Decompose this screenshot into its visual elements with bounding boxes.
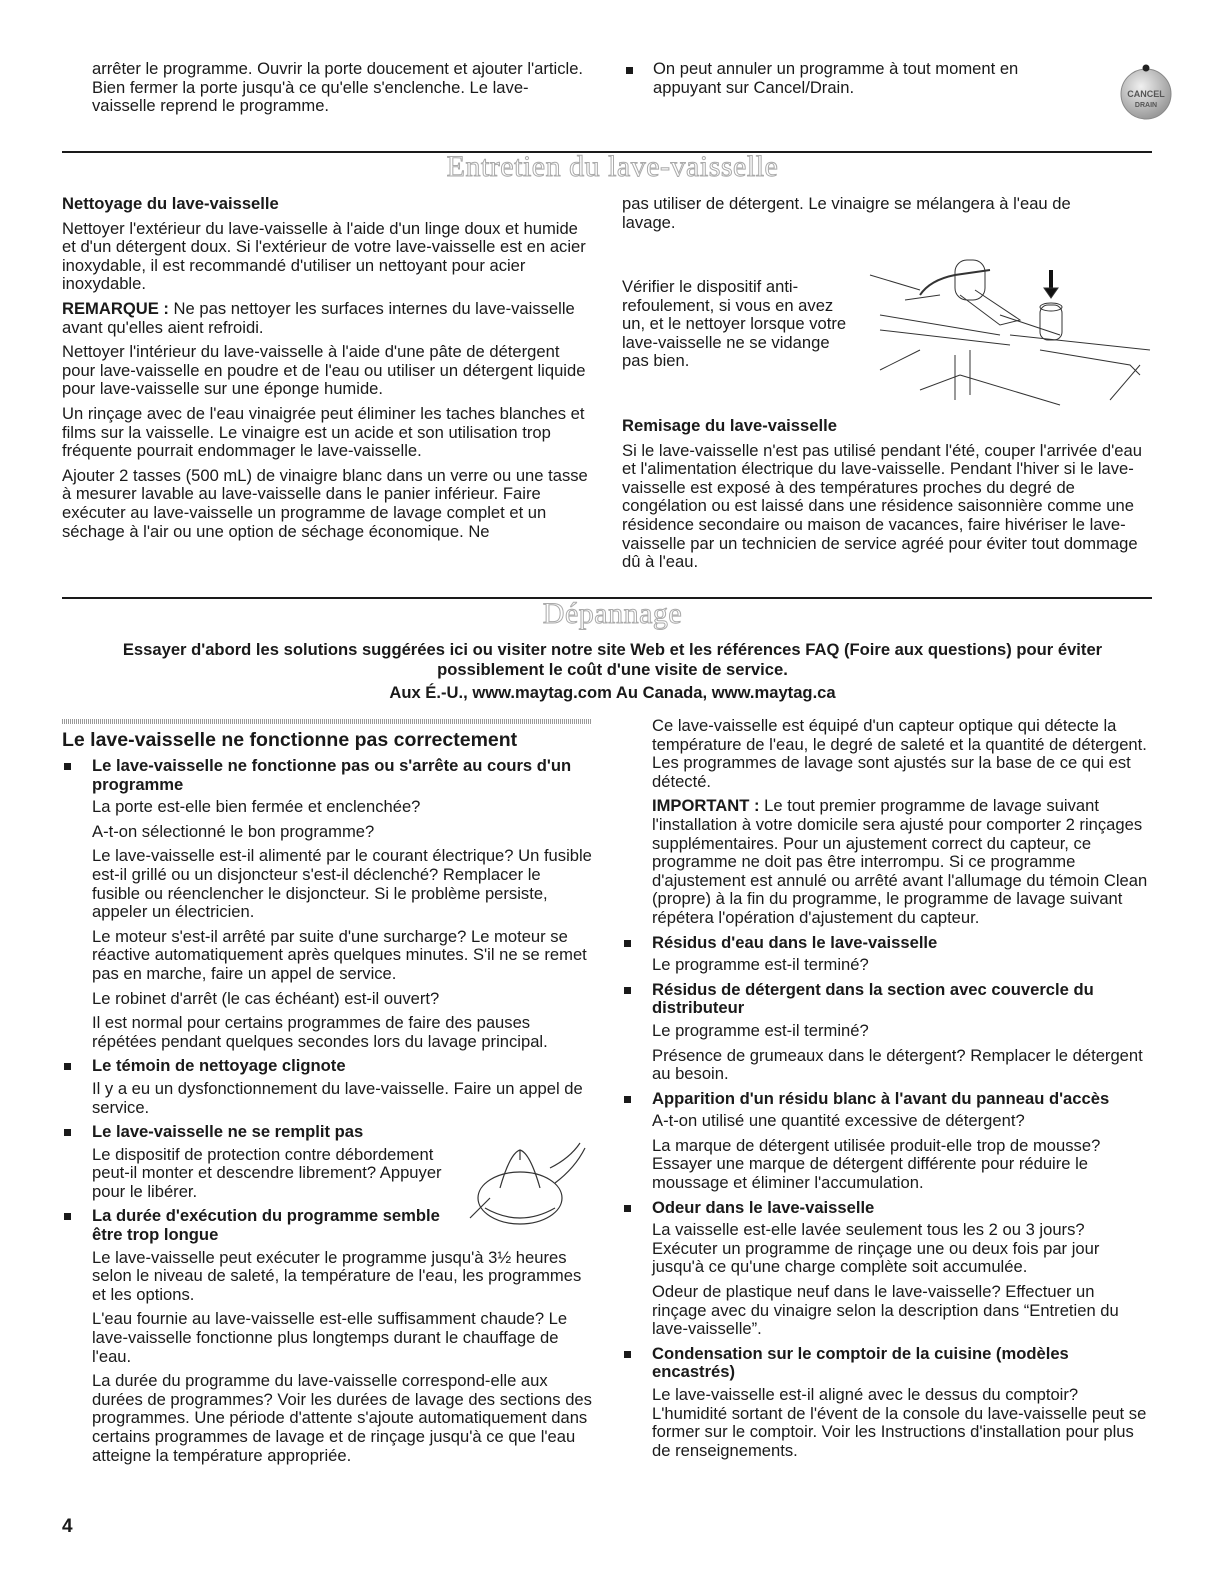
cancel-label: CANCEL: [1127, 89, 1165, 99]
item-title: La durée d'exécution du programme semble être trop longue: [92, 1206, 440, 1245]
item-text: Il y a eu un dysfonctionnement du lave-vaisselle. Faire un appel de service.: [92, 1078, 583, 1117]
intro-line: Essayer d'abord les solutions suggérées ici ou visiter notre site Web et les références FAQ (Foire aux questions) pour éviter: [122, 640, 1103, 659]
important-text: Le tout premier programme de lavage suivant l'installation à votre domicile sera ajusté pour comporter 2 rinçages supplémentaires. Pour un ajustement correct du capteur, ce programme ne doit pas être interrompu. Si ce programme d'ajustement est annulé ou arrêté avant l'allumage du témoin Clean (propre) à la fin du programme, le programme de lavage suivant répétera l'opération d'ajustement du capteur.: [652, 796, 1148, 927]
item-title: Apparition d'un résidu blanc à l'avant du panneau d'accès: [652, 1088, 1110, 1108]
paragraph: Nettoyer l'intérieur du lave-vaisselle à l'aide d'une pâte de détergent pour lave-vaisselle en poudre et de l'eau ou utiliser un détergent liquide pour lave-vaisselle sur une éponge humide.: [62, 342, 586, 399]
item-text: La marque de détergent utilisée produit-elle trop de mousse? Essayer une marque de détergent différente pour réduire le moussage et éliminer l'accumulation.: [652, 1135, 1101, 1193]
storage-block: [622, 417, 1152, 578]
trouble-item: [62, 1207, 592, 1465]
troubleshoot-left-column: [62, 757, 592, 1471]
trouble-item: [622, 1199, 1152, 1339]
hatch-bar: [62, 719, 592, 724]
bullet: [64, 763, 71, 770]
item-title: Résidus de détergent dans la section avec couvercle du distributeur: [652, 979, 1094, 1018]
item-title: Le lave-vaisselle ne se remplit pas: [92, 1122, 364, 1142]
item-text: Il est normal pour certains programmes de faire des pauses répétées pendant quelques secondes lors du lavage principal.: [92, 1013, 548, 1051]
paragraph: pas utiliser de détergent. Le vinaigre se mélangera à l'eau de lavage.: [622, 194, 1071, 232]
overflow-float-illustration: [460, 1138, 590, 1228]
item-text: A-t-on utilisé une quantité excessive de détergent?: [652, 1111, 1025, 1131]
item-text: Présence de grumeaux dans le détergent? Remplacer le détergent au besoin.: [652, 1045, 1143, 1084]
intro-urls: Aux É.-U., www.maytag.com Au Canada, www.maytag.ca: [389, 683, 836, 702]
page-number: 4: [62, 1516, 73, 1537]
storage-heading: Remisage du lave-vaisselle: [622, 416, 837, 435]
bullet: [624, 940, 631, 947]
trouble-item: [622, 934, 1152, 975]
item-text: La vaisselle est-elle lavée seulement tous les 2 ou 3 jours? Exécuter un programme de rinçage une ou deux fois par jour jusqu'à ce qu'une charge complète soit accumulée.: [652, 1220, 1100, 1277]
entretien-left-column: [62, 195, 592, 547]
paragraph: Vérifier le dispositif anti-refoulement, si vous en avez un, et le nettoyer lorsque votre lave-vaisselle ne se vidange pas bien.: [622, 277, 847, 371]
item-title: Le témoin de nettoyage clignote: [92, 1056, 346, 1076]
item-text: Odeur de plastique neuf dans le lave-vaisselle? Effectuer un rinçage avec du vinaigre selon la description dans “Entretien du lave-vaisselle”.: [652, 1282, 1119, 1339]
sink-faucet-illustration: [860, 240, 1160, 415]
top-left-text: arrêter le programme. Ouvrir la porte doucement et ajouter l'article. Bien fermer la porte jusqu'à ce qu'elle s'enclenche. Le lave-vaisselle reprend le programme.: [92, 59, 584, 116]
bullet: [624, 987, 631, 994]
bullet: [624, 1096, 631, 1103]
paragraph: Un rinçage avec de l'eau vinaigrée peut éliminer les taches blanches et films sur la vaisselle. Le vinaigre est un acide et son utilisation trop fréquente pourrait endommager le lave-vaisselle.: [62, 403, 585, 461]
bullet: [64, 1129, 71, 1136]
cleaning-heading: Nettoyage du lave-vaisselle: [62, 194, 279, 213]
trouble-item: [62, 757, 592, 1051]
item-text: Le robinet d'arrêt (le cas échéant) est-il ouvert?: [92, 988, 440, 1008]
intro-line: possiblement le coût d'une visite de service.: [437, 660, 788, 679]
trouble-item: [622, 1090, 1152, 1193]
note-text: Ne pas nettoyer les surfaces internes du lave-vaisselle avant qu'elles aient refroidi.: [62, 298, 575, 337]
paragraph: Si le lave-vaisselle n'est pas utilisé pendant l'été, couper l'arrivée d'eau et l'alimentation électrique du lave-vaisselle. Pendant l'hiver si le lave-vaisselle est exposé à des températures proches du degré de congélation ou est laissé dans une résidence saisonnière comme une résidence secondaire ou maison de vacances, faire hivériser le lave-vaisselle par un technicien de service agréé pour éviter tout dommage dû à l'eau.: [622, 440, 1142, 572]
important-paragraph: [652, 797, 1152, 927]
item-title: Condensation sur le comptoir de la cuisine (modèles encastrés): [652, 1343, 1069, 1382]
trouble-item: [62, 1057, 592, 1117]
bullet: [64, 1063, 71, 1070]
cancel-drain-button-icon: [1118, 64, 1174, 120]
bullet: [624, 1351, 631, 1358]
paragraph: Nettoyer l'extérieur du lave-vaisselle à l'aide d'un linge doux et humide et d'un détergent doux. Si l'extérieur de votre lave-vaisselle est en acier inoxydable, il est recommandé d'utiliser un nettoyant pour acier inoxydable.: [62, 218, 586, 294]
item-text: Le lave-vaisselle est-il alimenté par le courant électrique? Un fusible est-il grillé ou un disjoncteur s'est-il déclenché? Remplacer le fusible ou réenclencher le disjoncteur. Si le problème persiste, appeler un électricien.: [92, 846, 592, 922]
section-title-entretien: Entretien du lave-vaisselle: [446, 150, 779, 183]
drain-label: DRAIN: [1134, 102, 1158, 109]
item-text: A-t-on sélectionné le bon programme?: [92, 821, 375, 841]
item-text: Le lave-vaisselle est-il aligné avec le dessus du comptoir? L'humidité sortant de l'évent de la console du lave-vaisselle peut se former sur le comptoir. Voir les Instructions d'installation pour plus de renseignements.: [652, 1385, 1147, 1460]
paragraph: Ce lave-vaisselle est équipé d'un capteur optique qui détecte la température de l'eau, le degré de saleté et la quantité de détergent. Les programmes de lavage sont ajustés sur la base de ce qui est détecté.: [652, 716, 1147, 791]
bullet: [624, 1205, 631, 1212]
item-text: Le moteur s'est-il arrêté par suite d'une surcharge? Le moteur se réactive automatiquement après quelques minutes. S'il ne se remet pas en marche, faire un appel de service.: [92, 926, 587, 983]
top-right-text: On peut annuler un programme à tout moment en appuyant sur Cancel/Drain.: [653, 59, 1019, 97]
item-title: Le lave-vaisselle ne fonctionne pas ou s'arrête au cours d'un programme: [92, 756, 572, 794]
trouble-item: [622, 1345, 1152, 1461]
section-title-depannage: Dépannage: [542, 597, 683, 630]
item-title: Odeur dans le lave-vaisselle: [652, 1197, 875, 1217]
troubleshoot-right-column: [622, 717, 1152, 1466]
troubleshoot-subheading: Le lave-vaisselle ne fonctionne pas correctement: [62, 729, 518, 751]
bullet: [64, 1213, 71, 1220]
bullet: [626, 67, 633, 74]
item-text: Le programme est-il terminé?: [652, 955, 869, 975]
item-text: L'eau fournie au lave-vaisselle est-elle suffisamment chaude? Le lave-vaisselle fonctionne plus longtemps durant le chauffage de l'eau.: [92, 1309, 568, 1366]
item-text: Le lave-vaisselle peut exécuter le programme jusqu'à 3½ heures selon le niveau de saleté, la température de l'eau, les programmes et les options.: [92, 1247, 582, 1304]
item-text: Le programme est-il terminé?: [652, 1020, 869, 1040]
note-paragraph: [62, 300, 592, 337]
item-title: Résidus d'eau dans le lave-vaisselle: [652, 932, 938, 952]
paragraph: Ajouter 2 tasses (500 mL) de vinaigre blanc dans un verre ou une tasse à mesurer lavable au lave-vaisselle dans le panier inférieur. Faire exécuter au lave-vaisselle un programme de lavage complet et un séchage à l'air ou une option de séchage économique. Ne: [62, 465, 588, 541]
trouble-item: [622, 981, 1152, 1084]
item-text: La durée du programme du lave-vaisselle correspond-elle aux durées de programmes? Voir les durées de lavage des sections des programmes. Une période d'attente s'ajoute automatiquement dans certains programmes de lavage et de rinçage jusqu'à ce que l'eau atteigne la température appropriée.: [92, 1371, 592, 1465]
item-text: Le dispositif de protection contre débordement peut-il monter et descendre librement? Appuyer pour le libérer.: [92, 1144, 442, 1201]
item-text: La porte est-elle bien fermée et enclenchée?: [92, 797, 421, 817]
important-label: IMPORTANT :: [652, 796, 760, 816]
note-label: REMARQUE :: [62, 298, 169, 318]
